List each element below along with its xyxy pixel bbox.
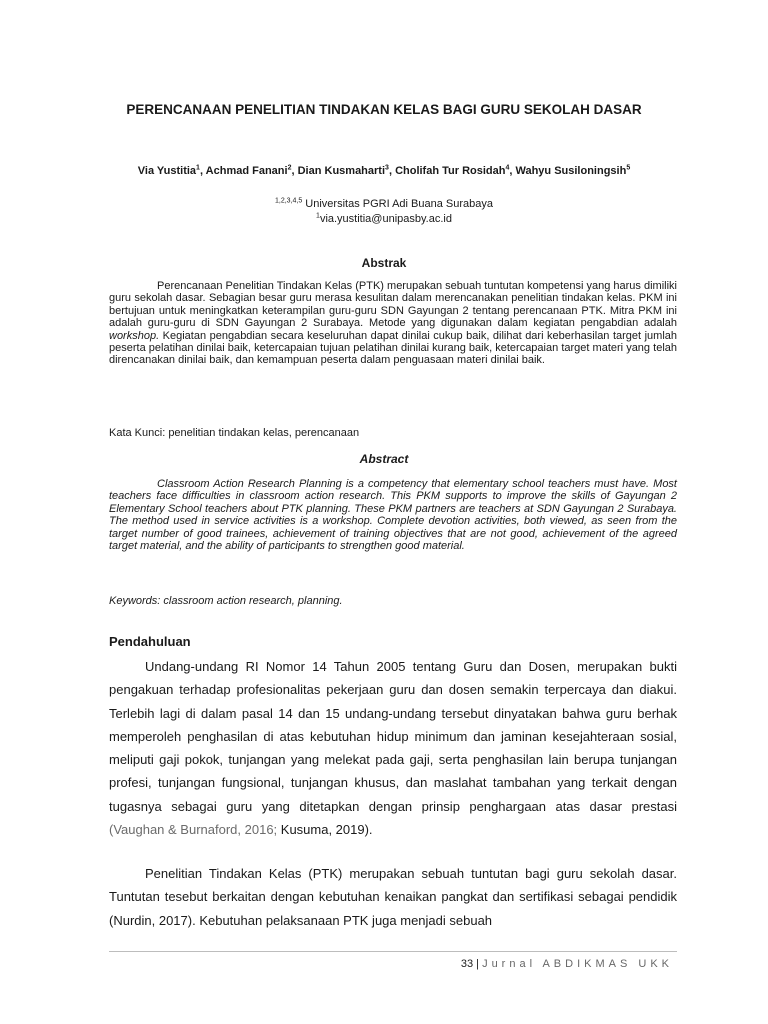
affiliation-name: Universitas PGRI Adi Buana Surabaya — [305, 198, 494, 210]
abstrak-text — [109, 280, 677, 367]
author-3-sup: 3 — [385, 164, 389, 172]
footer-separator: | — [473, 958, 483, 970]
author-2: Achmad Fanani — [205, 165, 288, 177]
author-5: Wahyu Susiloningsih — [515, 165, 627, 177]
affiliation-sup: 1,2,3,4,5 — [274, 197, 303, 205]
page-footer — [461, 958, 673, 970]
author-separator: , — [388, 165, 396, 177]
keywords: Keywords: classroom action research, planning. — [109, 595, 343, 607]
section-heading-pendahuluan: Pendahuluan — [109, 634, 191, 649]
author-2-sup: 2 — [287, 164, 292, 172]
abstrak-heading: Abstrak — [361, 256, 407, 270]
email-sup: 1 — [316, 212, 320, 220]
page-number: 33 — [460, 958, 474, 970]
affiliation-line — [100, 197, 668, 212]
abstract-heading: Abstract — [359, 452, 409, 466]
kata-kunci: Kata Kunci: penelitian tindakan kelas, perencanaan — [109, 427, 360, 439]
body-paragraph-1 — [109, 655, 677, 841]
author-list — [100, 164, 668, 178]
author-3: Dian Kusmaharti — [297, 165, 386, 177]
affiliation-block — [100, 197, 668, 227]
paper-title: PERENCANAAN PENELITIAN TINDAKAN KELAS BAGI GURU SEKOLAH DASAR — [126, 102, 642, 117]
paragraph-1-text: Undang-undang RI Nomor 14 Tahun 2005 tentang Guru dan Dosen, merupakan bukti pengakuan terhadap profesionalitas pekerjaan guru dan dosen semakin terpercaya dan diakui. Terlebih lagi di dalam pasal 14 dan 15 undang-undang tersebut dinyatakan bahwa guru berhak memperoleh penghasilan di atas kebutuhan hidup minimum dan jaminan kesejahteraan sosial, meliputi gaji pokok, tunjangan yang melekat pada gaji, serta penghasilan lain berupa tunjangan profesi, tunjangan fungsional, tunjangan khusus, dan maslahat tambahan yang terkait dengan tugasnya sebagai guru yang ditetapkan dengan prinsip penghargaan atas dasar prestasi — [109, 659, 677, 814]
email-line — [100, 212, 668, 227]
abstract-text: Classroom Action Research Planning is a competency that elementary school teachers must have. Most teachers face difficulties in classroom action research. This PKM supports to improve the skills of Gayungan 2 Elementary School teachers about PTK planning. These PKM partners are teachers at SDN Gayungan 2 Surabaya. The method used in service activities is a workshop. Complete devotion activities, both viewed, as seen from the target number of good trainees, achievement of training objectives that are not good, achievement of the agreed target material, and the ability of participants to strengthen good material. — [109, 478, 677, 553]
author-4: Cholifah Tur Rosidah — [395, 165, 506, 177]
author-separator: , — [509, 165, 516, 177]
abstrak-text-b: Kegiatan pengabdian secara keseluruhan dapat dinilai cukup baik, dilihat dari keberhasilan target jumlah peserta pelatihan dinilai baik, ketercapaian tujuan pelatihan dinilai kurang baik, ketercapaian target materi yang telah direncanakan dinilai baik, dan kemampuan peserta dalam penguasaan materi dinilai baik. — [109, 329, 677, 367]
paragraph-1-end: Kusuma, 2019). — [277, 822, 373, 838]
author-separator: , — [291, 165, 298, 177]
author-separator: , — [199, 165, 206, 177]
abstrak-text-a: Perencanaan Penelitian Tindakan Kelas (PTK) merupakan sebuah tuntutan kompetensi yang harus dimiliki guru sekolah dasar. Sebagian besar guru merasa kesulitan dalam merencanakan penelitian tindakan kelas. PKM ini bertujuan untuk meningkatkan keterampilan guru-guru SDN Gayungan 2 tentang perencanaan PTK. Mitra PKM ini adalah guru-guru di SDN Gayungan 2 Surabaya. Metode yang digunakan dalam kegiatan pengabdian adalah — [109, 280, 677, 330]
citation-link: (Vaughan & Burnaford, 2016; — [109, 822, 278, 838]
author-1-sup: 1 — [196, 164, 200, 172]
body-paragraph-2: Penelitian Tindakan Kelas (PTK) merupakan sebuah tuntutan bagi guru sekolah dasar. Tuntutan tesebut berkaitan dengan kebutuhan kenaikan pangkat dan sertifikasi sebagai pendidik (Nurdin, 2017). Kebutuhan pelaksanaan PTK juga menjadi sebuah — [109, 866, 677, 928]
footer-divider — [109, 951, 677, 952]
author-1: Via Yustitia — [137, 165, 197, 177]
journal-name: Jurnal ABDIKMAS UKK — [482, 958, 673, 970]
author-4-sup: 4 — [505, 164, 510, 172]
author-5-sup: 5 — [626, 164, 631, 172]
abstrak-text-italic: workshop. — [109, 329, 160, 342]
author-email: via.yustitia@unipasby.ac.id — [319, 213, 452, 225]
